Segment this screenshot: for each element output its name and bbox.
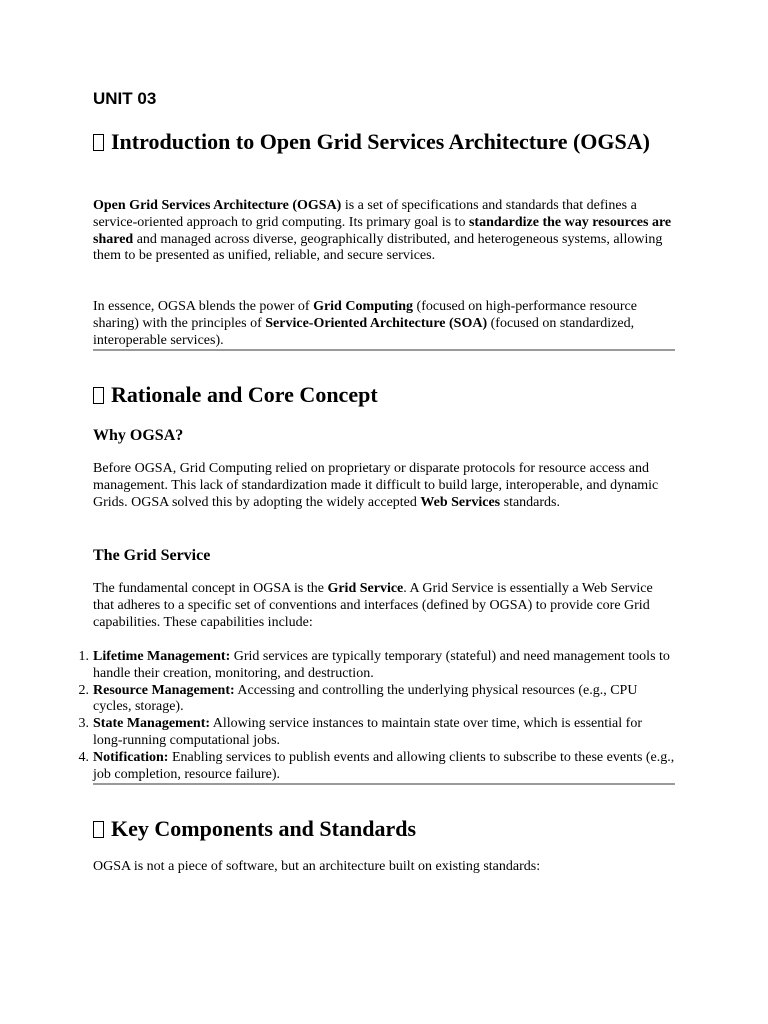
intro-paragraph-1 [93,198,675,265]
unit-label: UNIT 03 [93,89,157,108]
list-item-term: Lifetime Management: [93,649,231,664]
text-run: In essence, OGSA blends the power of [93,299,314,314]
text-run: standards. [500,494,561,510]
text-run: . A Grid Service is essentially a Web Service that adheres to a specific set of conventions and interfaces (defined by OGSA) to provide core Grid capabilities. These capabilities include: [93,581,653,630]
list-item [78,716,675,750]
section-heading-intro [93,128,653,156]
list-item-number: 3. [78,716,89,732]
section-heading-rationale-text: Rationale and Core Concept [111,382,378,407]
grid-service-paragraph [93,581,675,631]
text-run: The fundamental concept in OGSA is the [93,581,328,596]
list-item [78,649,675,683]
list-item-text: Allowing service instances to maintain state over time, which is essential for long-running computational jobs. [93,716,642,748]
list-item-number: 2. [78,682,89,698]
bold-run: Grid Computing [313,299,414,314]
list-item-term: Notification: [93,749,169,765]
section-heading-components-text: Key Components and Standards [111,816,417,841]
bold-run: Service-Oriented Architecture (SOA) [265,315,488,331]
list-item-term: Resource Management: [93,682,235,698]
bold-run: Web Services [420,494,501,510]
components-paragraph: OGSA is not a piece of software, but an architecture built on existing standards: [93,859,541,874]
bold-run: Open Grid Services Architecture (OGSA) [93,198,342,213]
section-heading-rationale [93,381,378,409]
missing-glyph-icon [93,387,104,404]
section-divider [93,349,675,351]
list-item-text: Enabling services to publish events and allowing clients to subscribe to these events (e.g., job completion, resource failure). [93,749,675,782]
text-run: (focused on high-performance resource sharing) with the principles of [93,299,637,331]
missing-glyph-icon [93,821,104,838]
list-item-text: Grid services are typically temporary (stateful) and need management tools to handle their creation, monitoring, and destruction. [93,649,670,681]
subheading-grid-service: The Grid Service [93,547,211,564]
section-heading-intro-text: Introduction to Open Grid Services Architecture (OGSA) [111,129,650,154]
list-item [78,682,675,717]
missing-glyph-icon [93,134,104,151]
intro-paragraph-2 [93,299,675,349]
text-run: (focused on standardized, interoperable services). [93,315,635,348]
list-item [78,749,675,784]
list-item-term: State Management: [93,716,211,732]
capabilities-list [78,649,675,783]
text-run: is a set of specifications and standards that defines a service-oriented approach to grid computing. Its primary goal is to [93,198,637,230]
list-item-number: 1. [78,649,89,664]
bold-run: standardize the way resources are shared [93,214,672,247]
section-divider [93,783,675,785]
text-run: and managed across diverse, geographically distributed, and heterogeneous systems, allowing them to be presented as unified, reliable, and secure services. [93,231,663,264]
subheading-why-ogsa: Why OGSA? [93,427,184,444]
text-run: Before OGSA, Grid Computing relied on proprietary or disparate protocols for resource access and management. This lack of standardization made it difficult to build large, interoperable, and dynamic Grids. OGSA solved this by adopting the widely accepted [93,461,659,510]
why-ogsa-paragraph [93,461,675,511]
bold-run: Grid Service [327,581,404,596]
list-item-number: 4. [78,749,89,765]
list-item-text: Accessing and controlling the underlying physical resources (e.g., CPU cycles, storage). [93,682,638,715]
section-heading-components [93,815,416,843]
